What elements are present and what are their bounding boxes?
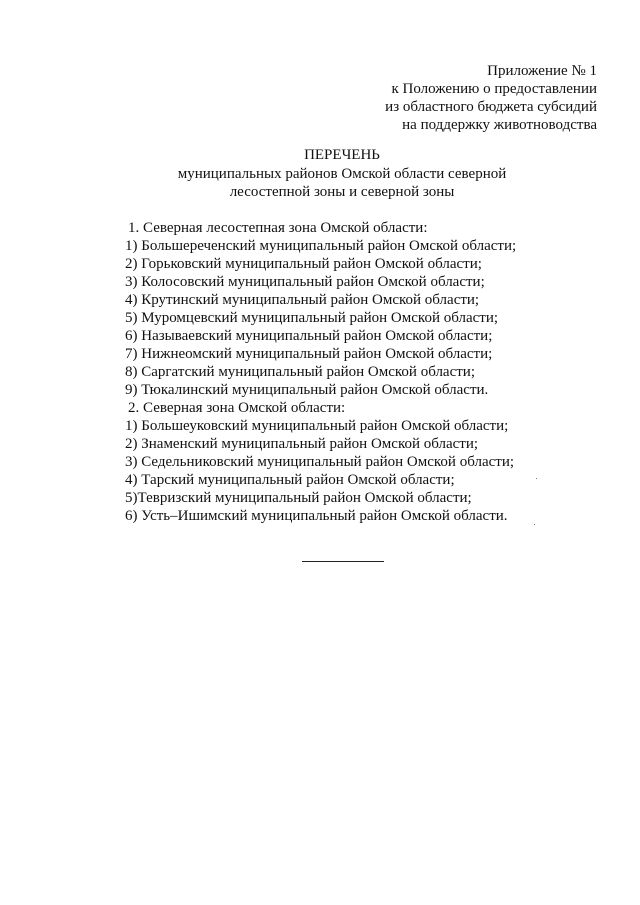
closing-rule (302, 561, 384, 562)
list-item: 2) Горьковский муниципальный район Омской области; (125, 256, 482, 272)
appendix-reference (385, 62, 597, 134)
document-heading (0, 146, 640, 201)
list-item: 4) Тарский муниципальный район Омской области; (125, 472, 455, 488)
list-item: 6) Называевский муниципальный район Омской области; (125, 328, 493, 344)
list-item: 4) Крутинский муниципальный район Омской области; (125, 292, 480, 308)
list-item: 3) Колосовский муниципальный район Омской области; (125, 274, 485, 290)
scan-speck (536, 478, 537, 479)
list-item: 2) Знаменский муниципальный район Омской области; (125, 436, 479, 452)
document-title: ПЕРЕЧЕНЬ (304, 147, 380, 163)
list-item: 5)Тевризский муниципальный район Омской области; (125, 490, 472, 506)
appendix-line: на поддержку животноводства (402, 117, 597, 133)
appendix-line: к Положению о предоставлении (391, 81, 597, 97)
list-item: 5) Муромцевский муниципальный район Омской области; (125, 310, 499, 326)
list-item: 9) Тюкалинский муниципальный район Омской области. (125, 382, 489, 398)
document-subtitle-line: лесостепной зоны и северной зоны (229, 184, 455, 200)
list-item: 1) Большереченский муниципальный район Омской области; (125, 238, 517, 254)
section-heading-north: 2. Северная зона Омской области: (128, 400, 346, 416)
list-item: 6) Усть–Ишимский муниципальный район Омской области. (125, 508, 508, 524)
scan-speck (534, 524, 535, 525)
list-item: 8) Саргатский муниципальный район Омской области; (125, 364, 476, 380)
list-item: 1) Большеуковский муниципальный район Омской области; (125, 418, 509, 434)
district-list (125, 219, 516, 525)
document-subtitle-line: муниципальных районов Омской области северной (177, 166, 507, 182)
appendix-line: из областного бюджета субсидий (385, 99, 597, 115)
section-heading-north-forest-steppe: 1. Северная лесостепная зона Омской области: (128, 220, 428, 236)
list-item: 7) Нижнеомский муниципальный район Омской области; (125, 346, 493, 362)
list-item: 3) Седельниковский муниципальный район Омской области; (125, 454, 515, 470)
appendix-line: Приложение № 1 (487, 63, 597, 79)
